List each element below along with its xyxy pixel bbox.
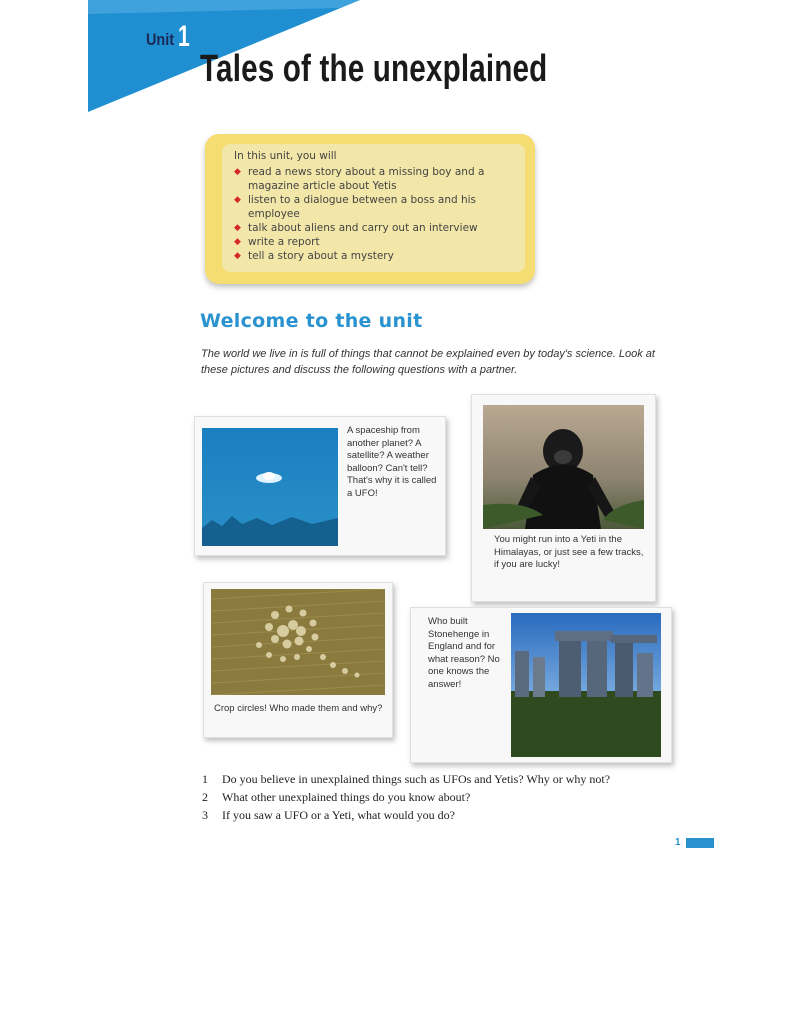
yeti-photo xyxy=(483,405,644,529)
bullet-icon: ◆ xyxy=(234,237,241,247)
objective-item xyxy=(232,221,522,235)
ufo-card xyxy=(194,416,446,556)
question-item xyxy=(202,790,662,805)
ufo-photo xyxy=(202,428,338,546)
bullet-icon: ◆ xyxy=(234,195,241,205)
stonehenge-image xyxy=(511,613,661,757)
crop-circle-photo xyxy=(211,589,385,695)
yeti-caption: You might run into a Yeti in the Himalayas, or just see a few tracks, if you are lucky! xyxy=(494,534,644,570)
unit-label: Unit xyxy=(146,30,175,49)
page-number: 1 xyxy=(675,837,681,848)
page-number-bar xyxy=(686,838,714,848)
question-text: Do you believe in unexplained things such as UFOs and Yetis? Why or why not? xyxy=(222,772,611,786)
bullet-icon: ◆ xyxy=(234,251,241,261)
question-item xyxy=(202,808,662,823)
objective-text: tell a story about a mystery xyxy=(248,250,394,262)
crop-circle-card xyxy=(203,582,393,738)
yeti-card xyxy=(471,394,656,602)
question-item xyxy=(202,772,662,787)
objective-text: talk about aliens and carry out an interview xyxy=(248,222,478,234)
section-intro: The world we live in is full of things that cannot be explained even by today's science. Look at these pictures and discuss the following questions with a partner. xyxy=(201,348,655,376)
stonehenge-photo xyxy=(511,613,661,757)
question-text: If you saw a UFO or a Yeti, what would you do? xyxy=(222,808,455,822)
ufo-caption: A spaceship from another planet? A satellite? A weather balloon? Can't tell? That's why it is called a UFO! xyxy=(347,425,437,499)
question-text: What other unexplained things do you know about? xyxy=(222,790,471,804)
objective-item xyxy=(232,193,522,221)
objective-text: listen to a dialogue between a boss and his employee xyxy=(248,194,477,220)
objectives-list xyxy=(232,165,522,263)
discussion-questions xyxy=(202,772,662,826)
objective-item xyxy=(232,235,522,249)
crop-circle-image xyxy=(211,589,385,695)
bullet-icon: ◆ xyxy=(234,167,241,177)
objectives-box xyxy=(205,134,535,284)
question-number: 3 xyxy=(202,808,208,822)
objective-text: write a report xyxy=(248,236,320,248)
ufo-image xyxy=(202,428,338,546)
crop-circle-caption: Crop circles! Who made them and why? xyxy=(214,703,383,714)
objectives-intro: In this unit, you will xyxy=(234,150,337,162)
bullet-icon: ◆ xyxy=(234,223,241,233)
objective-text: read a news story about a missing boy and a magazine article about Yetis xyxy=(248,166,485,192)
page-title: Tales of the unexplained xyxy=(200,48,548,90)
objectives-panel xyxy=(222,144,525,272)
objective-item xyxy=(232,249,522,263)
section-title: Welcome to the unit xyxy=(200,310,423,332)
stonehenge-caption: Who built Stonehenge in England and for what reason? No one knows the answer! xyxy=(428,616,500,690)
unit-number: 1 xyxy=(178,20,190,53)
stonehenge-card xyxy=(410,607,672,763)
question-number: 2 xyxy=(202,790,208,804)
yeti-image xyxy=(483,405,644,529)
objective-item xyxy=(232,165,522,193)
question-number: 1 xyxy=(202,772,208,786)
